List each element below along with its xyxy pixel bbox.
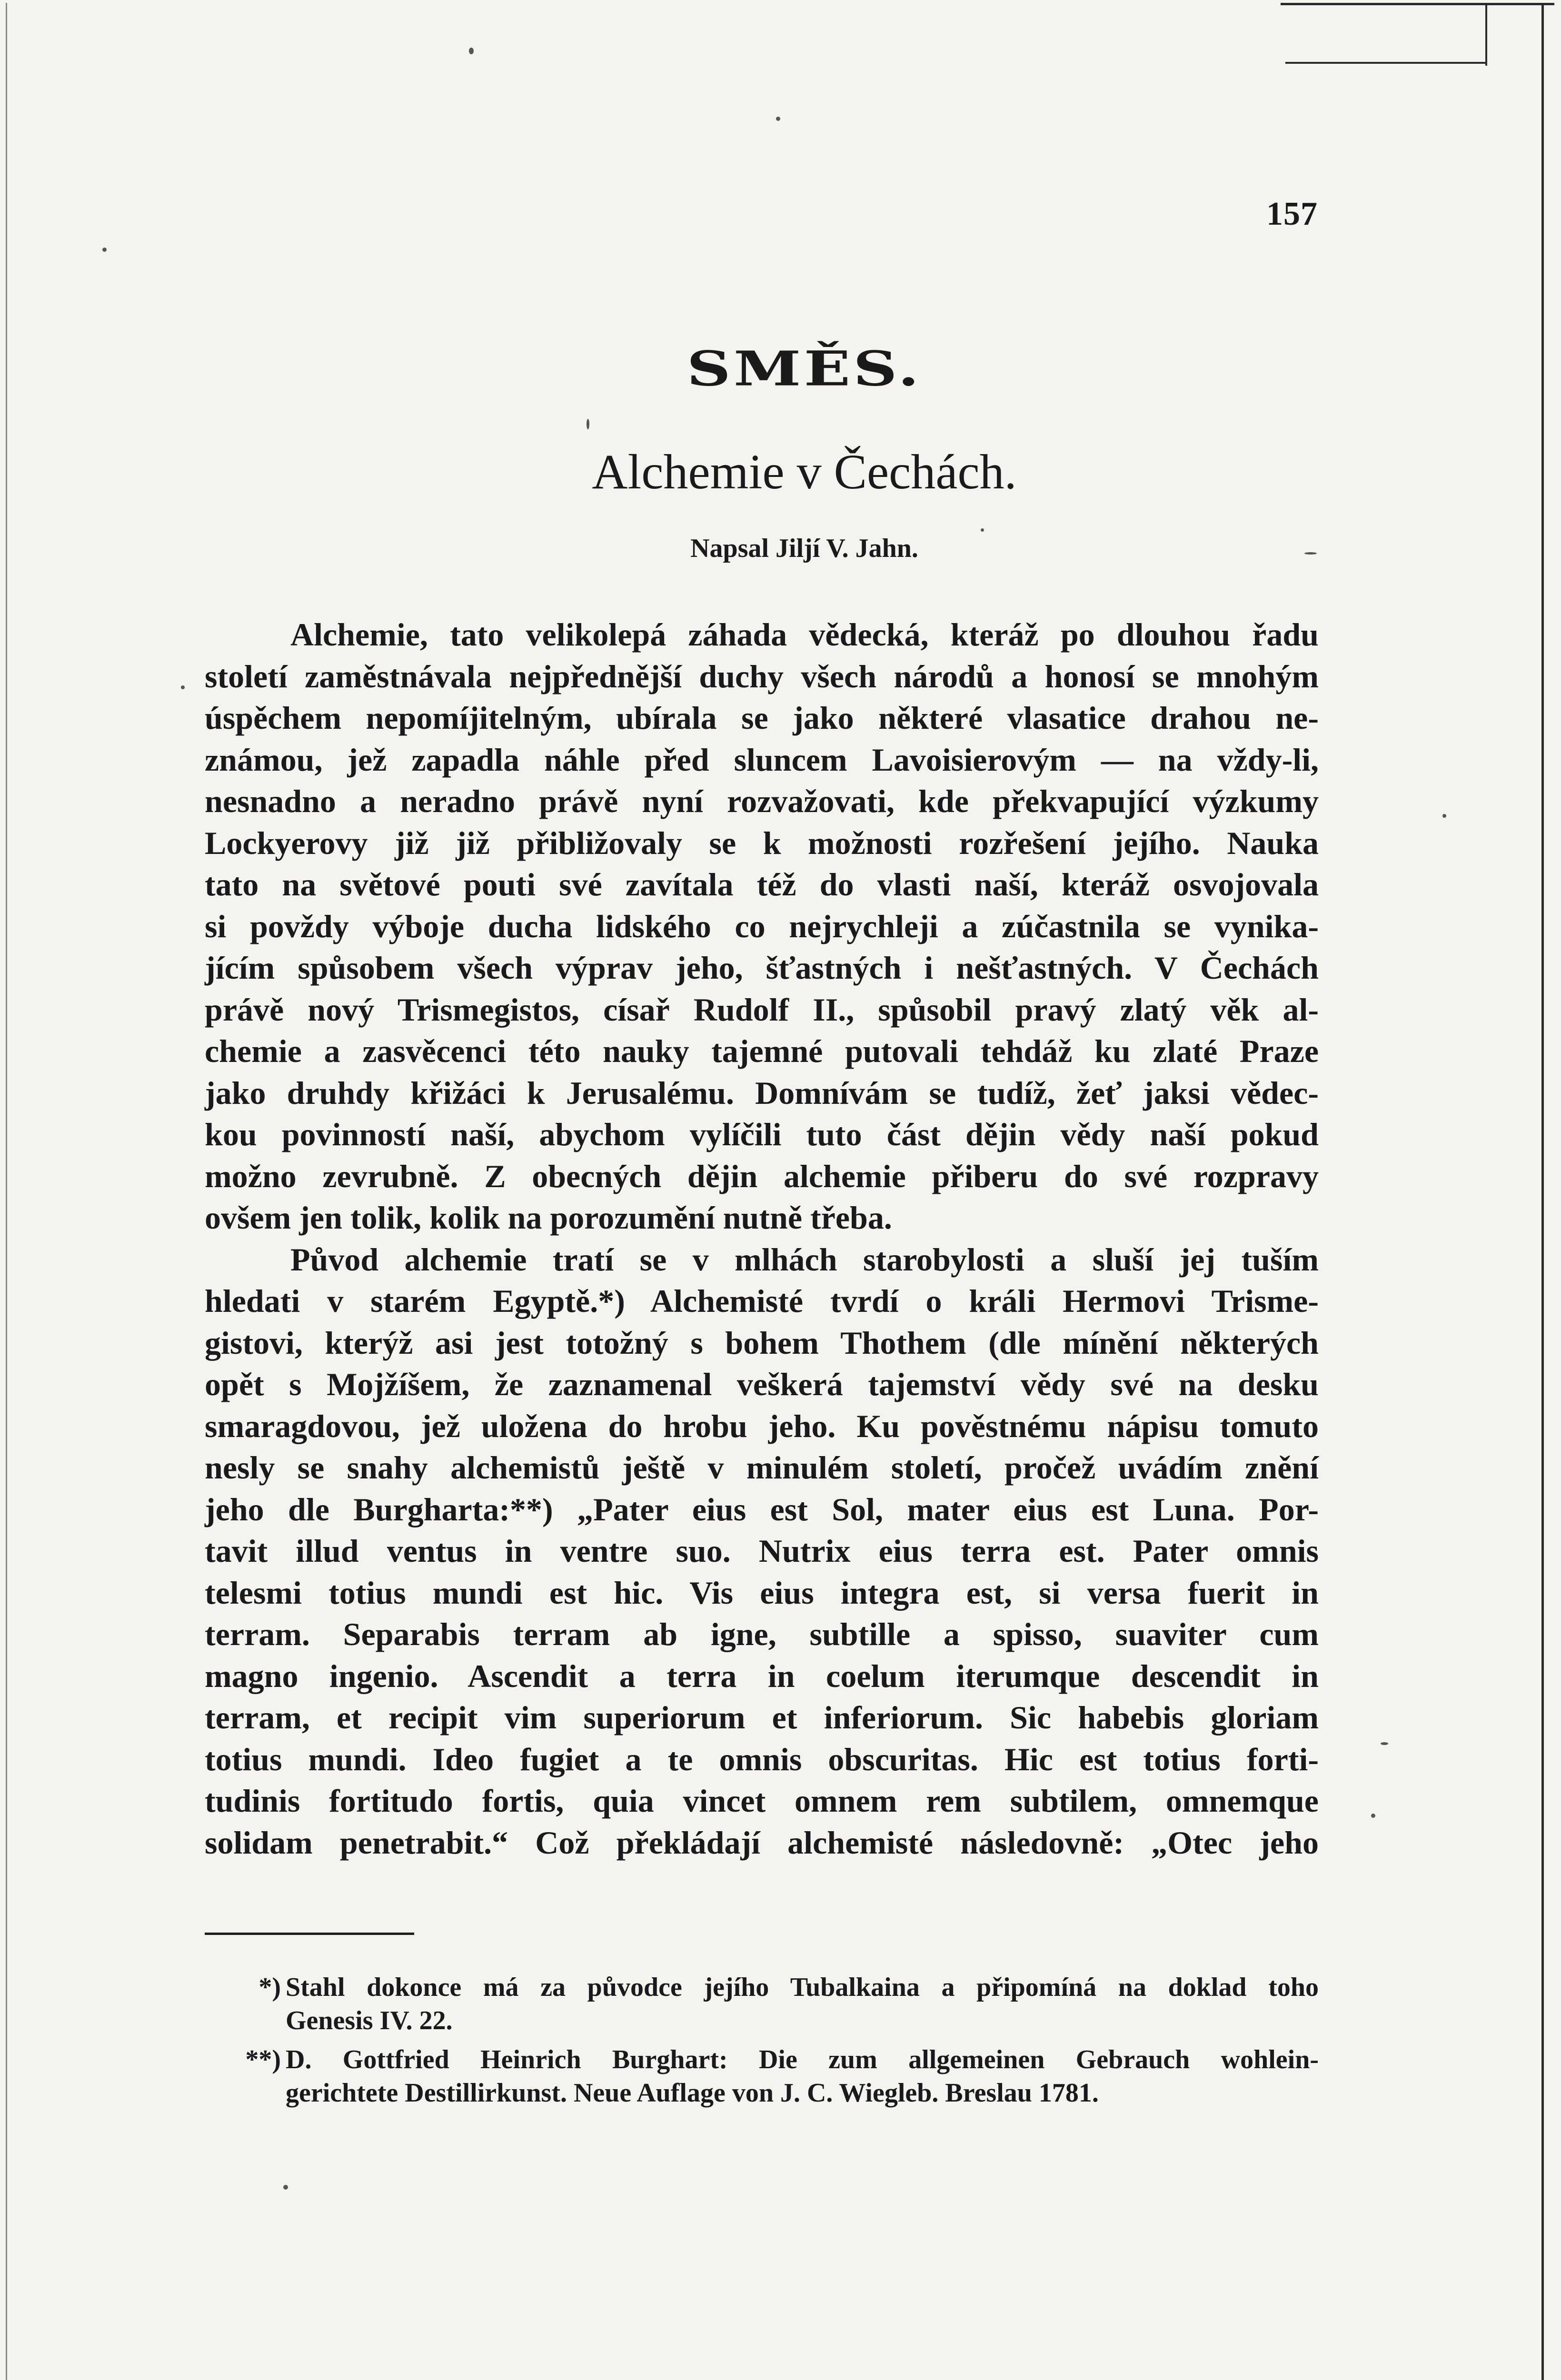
text-line: jícím spůsobem všech výprav jeho, šťastných i nešťastných. V Čechách <box>205 950 1319 986</box>
footnote-line: Stahl dokonce má za původce jejího Tubalkaina a připomíná na doklad toho <box>286 1973 1319 2002</box>
text-line: Alchemie, tato velikolepá záhada vědecká, kteráž po dlouhou řadu <box>290 616 1319 653</box>
section-title: SMĚS. <box>686 341 922 397</box>
text-line: si povždy výboje ducha lidského co nejrychleji a zúčastnila se vynika- <box>205 908 1319 944</box>
text-line: smaragdovou, jež uložena do hrobu jeho. Ku pověstnému nápisu tomuto <box>205 1408 1319 1444</box>
text-line: jeho dle Burgharta:**) „Pater eius est Sol, mater eius est Luna. Por- <box>205 1491 1319 1527</box>
speck <box>776 117 780 121</box>
text-line: totius mundi. Ideo fugiet a te omnis obscuritas. Hic est totius forti- <box>205 1741 1319 1777</box>
scan-edge-inner <box>1485 4 1487 66</box>
text-line: solidam penetrabit.“ Což překládají alchemisté následovně: „Otec jeho <box>205 1824 1319 1861</box>
text-line: terram. Separabis terram ab igne, subtille a spisso, suaviter cum <box>205 1616 1319 1652</box>
footnote-line: D. Gottfried Heinrich Burghart: Die zum allgemeinen Gebrauch wohlein- <box>286 2045 1319 2074</box>
text-line: nesnadno a neradno právě nyní rozvažovati, kde překvapující výzkumy <box>205 783 1319 819</box>
speck <box>102 248 107 252</box>
text-line: hledati v starém Egyptě.*) Alchemisté tvrdí o králi Hermovi Trisme- <box>205 1283 1319 1319</box>
text-line: Původ alchemie tratí se v mlhách starobylosti a sluší jej tuším <box>290 1241 1319 1278</box>
speck <box>981 528 984 532</box>
text-line: jako druhdy křižáci k Jerusalému. Domnívám se tudíž, žeť jaksi vědec- <box>205 1074 1319 1111</box>
speck <box>469 48 474 54</box>
speck <box>1371 1814 1375 1818</box>
speck <box>283 2185 288 2190</box>
text-line: právě nový Trismegistos, císař Rudolf II., spůsobil pravý zlatý věk al- <box>205 991 1319 1028</box>
speck <box>587 419 589 429</box>
footnote-rule <box>205 1933 414 1935</box>
byline: Napsal Jiljí V. Jahn. <box>690 534 918 563</box>
text-line: tudinis fortitudo fortis, quia vincet omnem rem subtilem, omnemque <box>205 1783 1319 1819</box>
text-line: tavit illud ventus in ventre suo. Nutrix eius terra est. Pater omnis <box>205 1533 1319 1569</box>
footnote-line: gerichtete Destillirkunst. Neue Auflage von J. C. Wiegleb. Breslau 1781. <box>286 2078 1099 2108</box>
text-line: nesly se snahy alchemistů ještě v minulém století, pročež uvádím znění <box>205 1449 1319 1486</box>
text-line: terram, et recipit vim superiorum et inferiorum. Sic habebis gloriam <box>205 1699 1319 1735</box>
footnote-mark: *) <box>259 1973 281 2002</box>
text-line: možno zevrubně. Z obecných dějin alchemie přiberu do své rozpravy <box>205 1158 1319 1194</box>
footnote <box>224 2043 1319 2110</box>
footnote <box>224 1971 1319 2037</box>
text-line: chemie a zasvěcenci této nauky tajemné putovali tehdáž ku zlaté Praze <box>205 1033 1319 1069</box>
scan-edge-top <box>1281 3 1554 5</box>
footnotes <box>224 1971 1319 2115</box>
body-text <box>205 614 1319 1864</box>
article-title: Alchemie v Čechách. <box>592 445 1017 499</box>
footnote-mark: **) <box>245 2045 281 2074</box>
text-line: ovšem jen tolik, kolik na porozumění nutně třeba. <box>205 1200 892 1236</box>
text-line: tato na světové pouti své zavítala též do vlasti naší, kteráž osvojovala <box>205 866 1319 902</box>
text-line: Lockyerovy již již přibližovaly se k možnosti rozřešení jejího. Nauka <box>205 824 1319 861</box>
scan-edge-inner-2 <box>1285 62 1485 64</box>
text-line: telesmi totius mundi est hic. Vis eius integra est, si versa fuerit in <box>205 1574 1319 1611</box>
text-line: úspěchem nepomíjitelným, ubírala se jako některé vlasatice drahou ne- <box>205 700 1319 736</box>
text-line: gistovi, kterýž asi jest totožný s bohem Thothem (dle mínění některých <box>205 1324 1319 1361</box>
text-line: opět s Mojžíšem, že zaznamenal veškerá tajemství vědy své na desku <box>205 1366 1319 1402</box>
speck <box>181 685 185 689</box>
text-line: magno ingenio. Ascendit a terra in coelum iterumque descendit in <box>205 1657 1319 1694</box>
text-line: známou, jež zapadla náhle před sluncem Lavoisierovým — na vždy-li, <box>205 741 1319 778</box>
text-line: kou povinností naší, abychom vylíčili tuto část dějin vědy naší pokud <box>205 1116 1319 1152</box>
page-number: 157 <box>1266 196 1318 232</box>
speck <box>1381 1742 1388 1745</box>
speck <box>1442 814 1446 818</box>
text-line: století zaměstnávala nejpřednější duchy všech národů a honosí se mnohým <box>205 658 1319 694</box>
footnote-line: Genesis IV. 22. <box>286 2006 453 2035</box>
